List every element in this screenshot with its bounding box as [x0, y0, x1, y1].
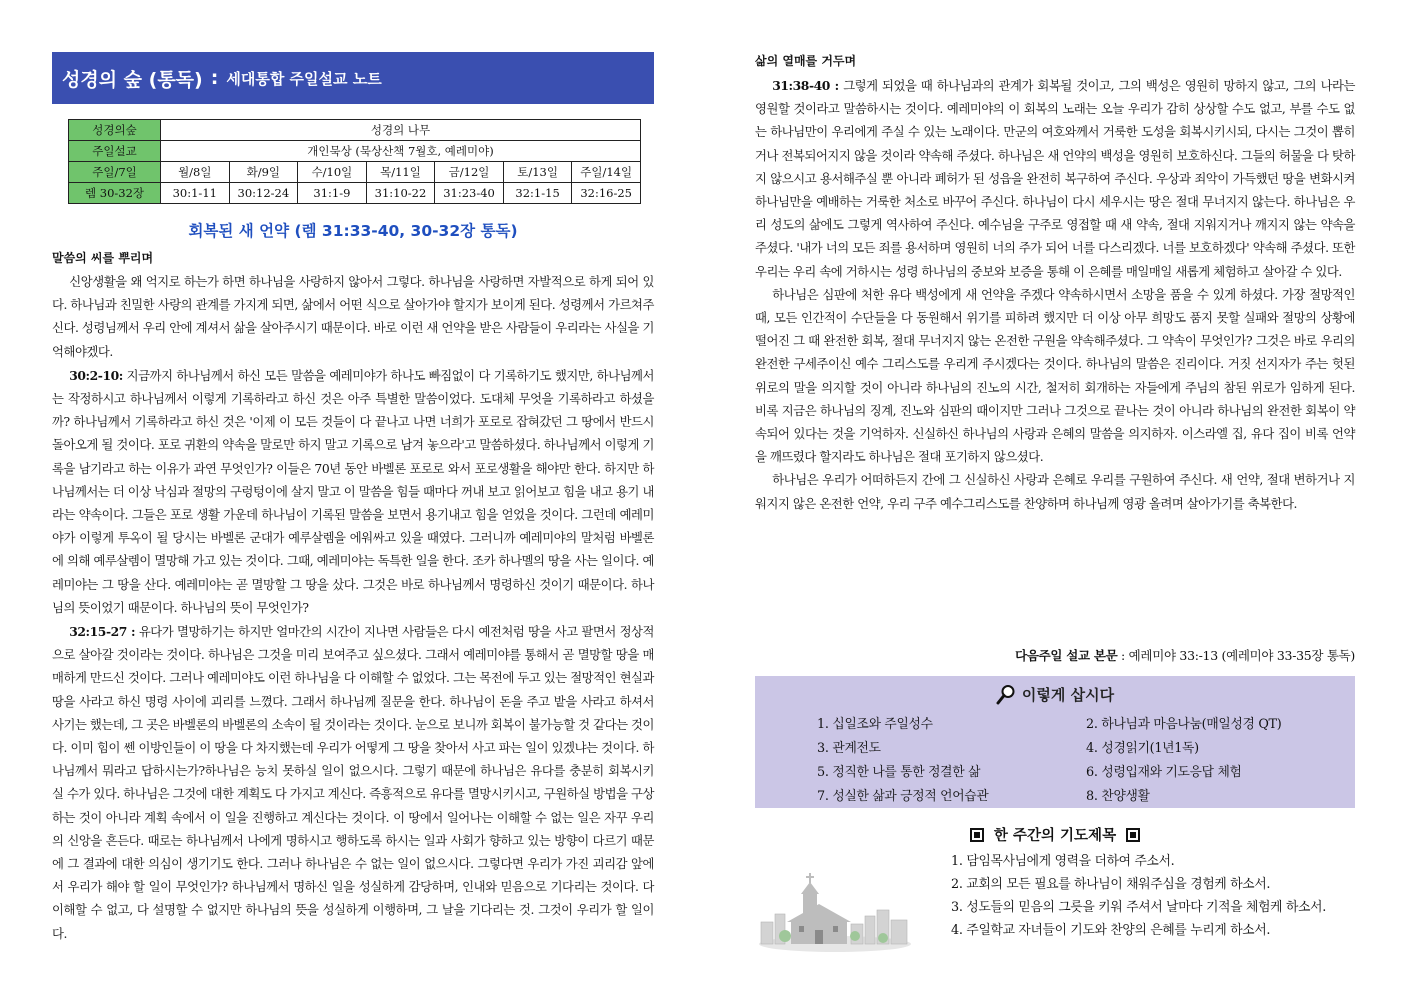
reading-cell: 30:1-11 — [161, 183, 230, 204]
paragraph-text: 그렇게 되었을 때 하나님과의 관계가 회복될 것이고, 그의 백성은 영원히 망하지 않고, 그의 나라는 영원할 것이라고 말씀하시는 것이다. 예레미야의 이 회복의 노래는 오늘 우리가 감히 상상할 수도 없고, 부를 수도 없는 하나님만이 우리에게 주실 수 있는 노래이다. 만군의 여호와께서 거룩한 도성을 회복시키시되, 다시는 그것이 뽑히거나 전복되어지지 않을 것이라 약속해 주셨다. 하나님은 새 언약의 백성을 영원히 보호하신다. 그들의 허물을 다 탓하지 않으시고 용서해주실 뿐 아니라 폐허가 된 성읍을 완전히 복구하여 주신다. 우상과 죄악이 가득했던 땅을 변화시켜 하나님만을 예배하는 거룩한 처소로 바꾸어 주신다. 하나님이 다시 세우시는 땅은 절대 무너지지 않는다. 하나님은 우리 성도의 삶에도 그렇게 역사하여 주신다. 예수님을 구주로 영접할 때 새 약속, 절대 지워지거나 깨지지 않는 약속을 주셨다. '내가 너의 모든 죄를 용서하며 영원히 너의 주가 되어 너를 다스리겠다. 너를 보호하겠다' 약속해 주셨다. 또한 우리는 우리 속에 거하시는 성령 하나님의 중보와 보증을 통해 이 은혜를 매일매일 새롭게 체험하고 살아갈 수 있다. — [755, 79, 1355, 279]
sermon-paragraph: 하나님은 우리가 어떠하든지 간에 그 신실하신 사랑과 은혜로 우리를 구원하여 주신다. 새 언약, 절대 변하거나 지워지지 않은 온전한 언약, 우리 구주 예수그리스도를 찬양하며 하나님께 영광 올려며 살아가기를 축복한다. — [755, 473, 1355, 511]
sermon-title: 회복된 새 언약 (렘 31:33-40, 30-32장 통독) — [188, 222, 518, 240]
list-item: 5. 정직한 나를 통한 정결한 삶 — [817, 764, 981, 780]
list-item: 1. 십일조와 주일성수 — [817, 716, 933, 732]
day-cell: 토/13일 — [503, 162, 572, 183]
reading-cell: 32:16-25 — [572, 183, 641, 204]
next-sermon-value: 예레미야 33:-13 (예레미야 33-35장 통독) — [1128, 647, 1355, 663]
day-cell: 월/8일 — [161, 162, 230, 183]
header-subtitle: 세대통합 주일설교 노트 — [226, 69, 382, 88]
reading-cell: 31:10-22 — [366, 183, 435, 204]
right-column — [755, 52, 1355, 960]
list-item: 3. 관계전도 — [817, 740, 881, 756]
list-item: 8. 찬양생활 — [1086, 788, 1150, 804]
table-row — [69, 183, 641, 204]
live-title-row — [755, 682, 1355, 708]
table-row — [69, 162, 641, 183]
list-item: 2. 교회의 모든 필요를 하나님이 채워주심을 경험케 하소서. — [951, 876, 1271, 892]
sermon-paragraph — [52, 620, 654, 946]
box-bullet-icon — [970, 828, 984, 842]
left-column — [52, 52, 654, 946]
reading-schedule-table — [68, 119, 641, 204]
reading-cell: 32:1-15 — [503, 183, 572, 204]
scripture-reference: 32:15-27 : — [69, 624, 136, 640]
magnifier-icon — [996, 684, 1016, 706]
row-label: 성경의숲 — [69, 120, 161, 141]
header-separator: : — [210, 67, 219, 89]
header-banner — [52, 52, 654, 104]
next-sermon-line — [755, 646, 1355, 666]
list-item: 6. 성령입재와 기도응답 체험 — [1086, 764, 1242, 780]
sermon-paragraph — [755, 74, 1355, 284]
list-item: 4. 주일학교 자녀들이 기도와 찬양의 은혜를 누리게 하소서. — [951, 922, 1271, 938]
reading-cell: 30:12-24 — [229, 183, 298, 204]
sermon-paragraph — [52, 364, 654, 620]
reading-cell: 31:23-40 — [435, 183, 504, 204]
day-cell: 목/11일 — [366, 162, 435, 183]
reading-cell: 31:1-9 — [298, 183, 367, 204]
table-row — [69, 141, 641, 162]
day-cell: 화/9일 — [229, 162, 298, 183]
row-label: 렘 30-32장 — [69, 183, 161, 204]
next-sermon-separator: : — [1117, 647, 1129, 663]
sermon-paragraph: 신앙생활을 왜 억지로 하는가 하면 하나님을 사랑하지 않아서 그렇다. 하나님을 사랑하면 자발적으로 하게 되어 있다. 하나님과 친밀한 사랑의 관계를 가지게 되면, 삶에서 어떤 식으로 살아가야 할지가 보이게 된다. 성령께서 가르쳐주신다. 성령님께서 우리 안에 계셔서 삶을 살아주시기 때문이다. 바로 이런 새 언약을 받은 사람들이 우리라는 사실을 기억해야겠다. — [52, 275, 654, 359]
row-label: 주일설교 — [69, 141, 161, 162]
scripture-reference: 31:38-40 : — [772, 78, 839, 93]
table-row — [69, 120, 641, 141]
prayer-section — [755, 850, 1355, 960]
row-label: 주일/7일 — [69, 162, 161, 183]
paragraph-text: 유다가 멸망하기는 하지만 얼마간의 시간이 지나면 사람들은 다시 예전처럼 땅을 사고 팔면서 정상적으로 살아갈 것이라는 것이다. 하나님은 그것을 미리 보여주고 싶으셨다. 그래서 예레미야를 통해서 곧 멸망할 땅을 매매하게 만드신 것이다. 그러나 예레미야도 이런 하나님을 다 이해할 수 없었다. 그는 목전에 두고 있는 절망적인 현실과 땅을 사라고 하신 명령 사이에 괴리를 느꼈다. 그래서 하나님께 질문을 한다. 하나님이 돈을 주고 밭을 사라고 하셔서 사기는 했는데, 그 곳은 바벨론의 바벨론의 소속이 될 것이라는 것이다. 눈으로 보니까 회복이 불가능할 것 같다는 것이다. 이미 힘이 쎈 이방인들이 이 땅을 다 차지했는데 우리가 어떻게 그 땅을 찾아서 사고 파는 일이 있겠냐는 것이다. 하나님께서 뭐라고 답하시는가?하나님은 능치 못하실 일이 없으시다. 그렇기 때문에 하나님은 유다를 충분히 회복시키실 수가 있다. 하나님은 그것에 대한 계획도 다 가지고 계신다. 즉흥적으로 유다를 멸망시키시고, 구원하실 방법을 구상하는 것이 아니라 계획 속에서 이 일을 진행하고 계신다는 것이다. 이 땅에서 일어나는 이해할 수 없는 일은 자꾸 우리의 신앙을 흔든다. 때로는 하나님께서 나에게 명하시고 행하도록 하시는 일과 사회가 향하고 있는 방향이 다르기 때문에 그 결과에 대한 의심이 생기기도 한다. 그러나 하나님은 수 없는 일이 없으시다. 그렇다면 우리가 가진 괴리감 앞에서 우리가 해야 할 일이 무엇인가? 하나님께서 명하신 일을 성실하게 감당하며, 인내와 믿음으로 기다리는 것이다. 다 이해할 수 없고, 다 설명할 수 없지만 하나님의 뜻을 성실하게 이행하며, 그 날을 기다리는 것. 그것이 우리가 할 일이다. — [52, 625, 654, 941]
paragraph-text: 지금까지 하나님께서 하신 모든 말씀을 예레미야가 하나도 빠짐없이 다 기록하기도 했지만, 하나님께서는 작정하시고 하나님께서 이렇게 기록하라고 하신 것은 아주 특별한 말씀이었다. 도대체 무엇을 기록하라고 하셨을까? 하나님께서 기록하라고 하신 것은 '이제 이 모든 것들이 다 끝나고 나면 너희가 포로로 잡혀갔던 그 땅에서 반드시 돌아오게 될 것이다. 포로 귀환의 약속을 말로만 하지 말고 기록으로 남겨 놓으라'고 말씀하셨다. 하나님께서 이렇게 기록을 남기라고 하는 이유가 과연 무엇인가? 이들은 70년 동안 바벨론 포로로 와서 포로생활을 해야만 한다. 하지만 하나님께서는 더 이상 낙심과 절망의 구렁텅이에 살지 말고 이 말씀을 힘들 때마다 꺼내 보고 읽어보고 힘을 내고 용기 내라는 약속이다. 그들은 포로 생활 가운데 하나님이 기록된 말씀을 보면서 용기내고 힘을 얻었을 것이다. 그런데 예레미야가 이렇게 투옥이 될 당시는 바벨론 군대가 예루살렘을 에워싸고 있을 때였다. 그러니까 예레미야의 말처럼 바벨론에 의해 예루살렘이 멸망해 가고 있는 것이다. 그때, 예레미야는 독특한 일을 한다. 조카 하나멜의 땅을 사는 일이다. 예레미야는 그 땅을 산다. 예레미야는 곧 멸망할 그 땅을 샀다. 그것은 바로 하나님께서 명령하신 것이기 때문이다. 하나님의 뜻이었기 때문이다. 하나님의 뜻이 무엇인가? — [52, 368, 654, 615]
list-item: 1. 담임목사님에게 영력을 더하여 주소서. — [951, 853, 1175, 869]
list-item: 2. 하나님과 마음나눔(매일성경 QT) — [1086, 716, 1282, 732]
day-cell: 수/10일 — [298, 162, 367, 183]
live-like-this-box — [755, 676, 1355, 808]
section-heading: 삶의 열매를 거두며 — [755, 54, 857, 68]
prayer-title-row — [755, 822, 1355, 848]
box-bullet-icon — [1126, 828, 1140, 842]
row-value: 개인묵상 (묵상산책 7월호, 예레미야) — [161, 141, 641, 162]
header-title: 성경의 숲 (통독) — [62, 68, 203, 91]
list-item: 7. 성실한 삶과 긍정적 언어습관 — [817, 788, 989, 804]
live-list — [755, 713, 1355, 807]
church-illustration-icon — [755, 870, 915, 952]
day-cell: 금/12일 — [435, 162, 504, 183]
next-sermon-label: 다음주일 설교 본문 — [1015, 647, 1118, 663]
scripture-reference: 30:2-10: — [69, 367, 123, 383]
row-value: 성경의 나무 — [161, 120, 641, 141]
sermon-paragraph: 하나님은 심판에 처한 유다 백성에게 새 언약을 주겠다 약속하시면서 소망을 품을 수 있게 하셨다. 가장 절망적인 때, 모든 인간적이 수단들을 다 동원해서 위기를 피하려 했지만 더 이상 아무 희망도 품지 못할 실패와 절망의 상황에 떨어진 그 때 완전한 회복, 절대 무너지지 않는 온전한 구원을 약속해주셨다. 그 약속이 무엇인가? 그것은 바로 우리의 완전한 구세주이신 예수 그리스도를 우리게 주시겠다는 것이다. 하나님의 말씀은 진리이다. 거짓 선지자가 주는 헛된 위로의 말을 의지할 것이 아니라 하나님의 진노의 시간, 철저히 회개하는 자들에게 주님의 참된 위로가 임하게 된다. 비록 지금은 하나님의 징계, 진노와 심판의 때이지만 그러나 그것으로 끝나는 것이 아니라 하나님의 완전한 회복이 약속되어 있다는 것을 기억하자. 신실하신 하나님의 사랑과 은혜의 말씀을 의지하자. 이스라엘 집, 유다 집이 비록 언약을 깨뜨렸다 할지라도 하나님은 절대 포기하지 않으셨다. — [755, 287, 1355, 465]
live-title: 이렇게 삽시다 — [1021, 686, 1115, 705]
section-heading: 말씀의 씨를 뿌리며 — [52, 251, 154, 265]
day-cell: 주일/14일 — [572, 162, 641, 183]
prayer-list — [951, 850, 1326, 942]
list-item: 3. 성도들의 믿음의 그릇을 키워 주셔서 날마다 기적을 체험케 하소서. — [951, 899, 1326, 915]
prayer-title: 한 주간의 기도제목 — [993, 828, 1117, 845]
list-item: 4. 성경읽기(1년1독) — [1086, 740, 1199, 756]
